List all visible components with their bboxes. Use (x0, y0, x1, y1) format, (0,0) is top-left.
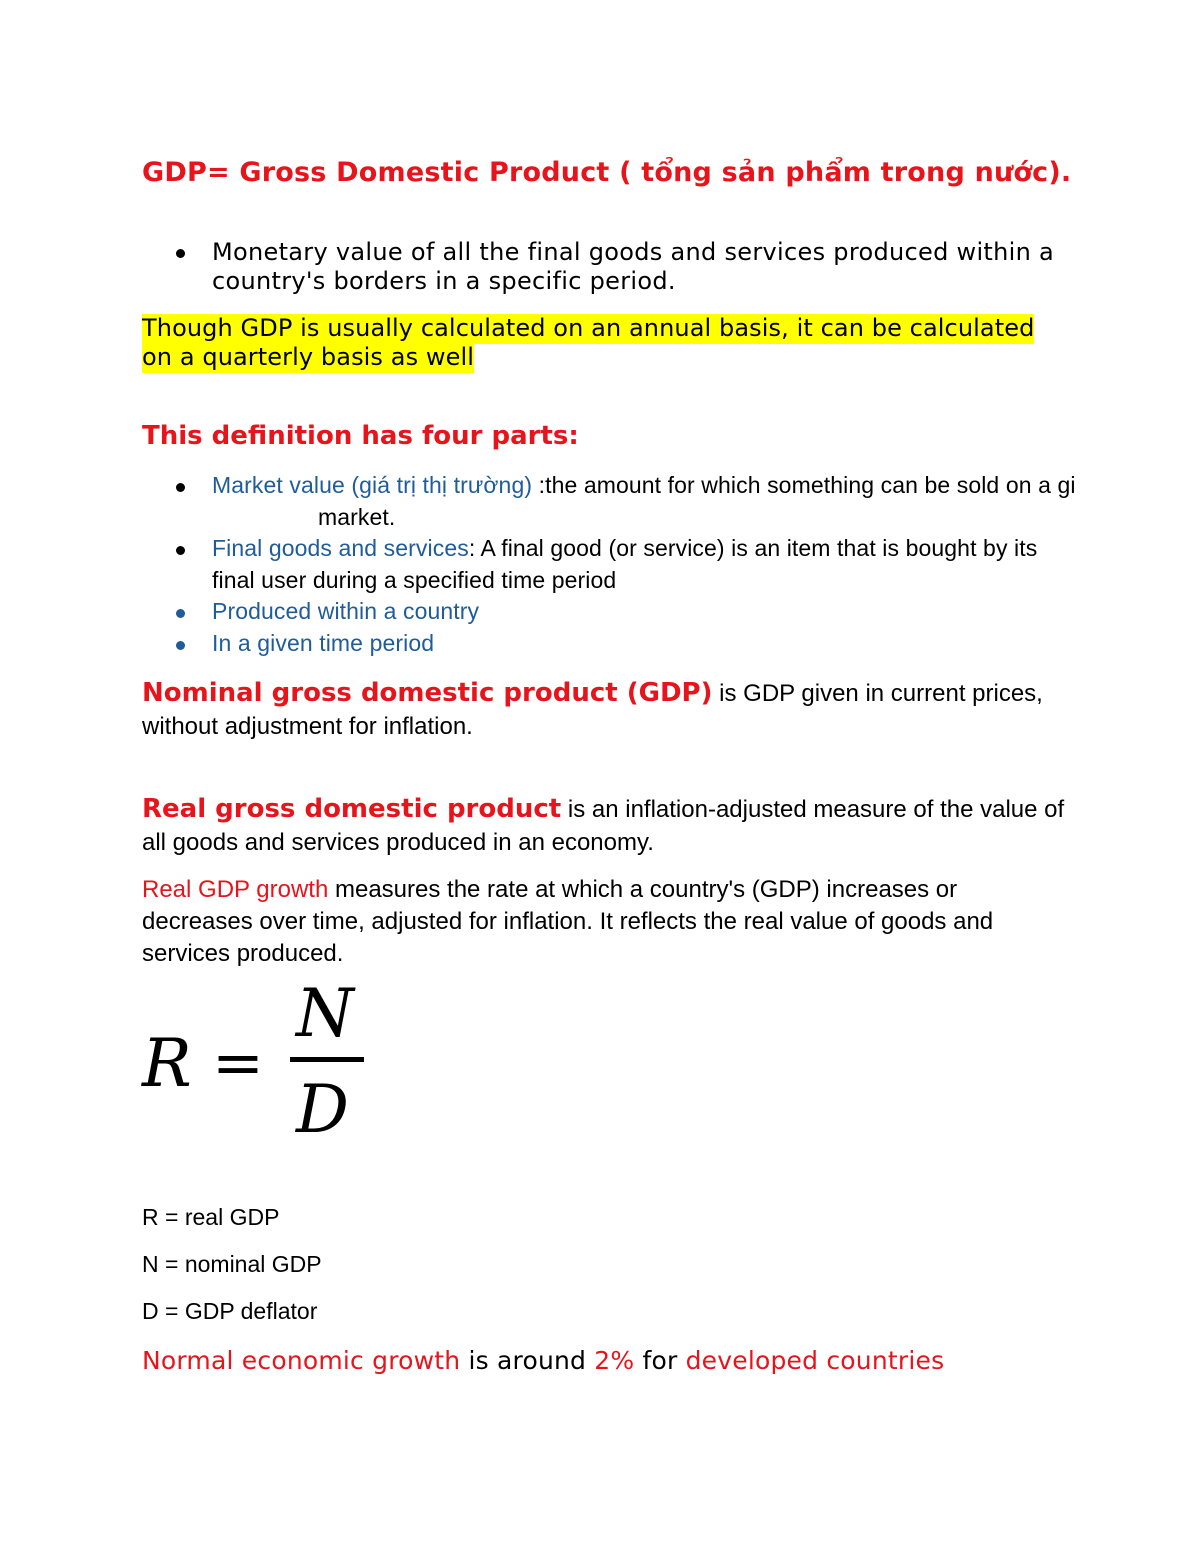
definition-list (142, 238, 1072, 296)
normal-growth-text-1: is around (460, 1346, 595, 1375)
part-desc-cont: market. (318, 503, 396, 530)
developed-countries-term: developed countries (685, 1346, 945, 1375)
part-term: Market value (giá trị thị trường) (212, 472, 533, 498)
formula-equals: = (212, 1026, 264, 1099)
nominal-gdp-desc: is GDP given in current prices, without adjustment for inflation. (142, 680, 1043, 740)
part-term: In a given time period (212, 629, 435, 656)
nominal-gdp-term: Nominal gross domestic product (GDP) (142, 678, 713, 708)
real-gdp-paragraph (142, 793, 1072, 859)
formula-lhs: R (142, 1025, 192, 1102)
annual-note (142, 314, 1072, 372)
legend-nominal-gdp: N = nominal GDP (142, 1251, 322, 1277)
page-title: GDP= Gross Domestic Product ( tổng sản phẩm trong nước). (142, 157, 1072, 188)
real-gdp-term: Real gross domestic product (142, 794, 562, 824)
nominal-gdp-paragraph (142, 677, 1072, 743)
formula-denominator: D (296, 1071, 349, 1143)
parts-heading: This definition has four parts: (142, 421, 579, 451)
list-item (142, 533, 1082, 596)
real-gdp-growth-term: Real GDP growth (142, 876, 329, 903)
list-item (142, 628, 1082, 660)
fraction-bar (290, 1057, 364, 1062)
legend-gdp-deflator: D = GDP deflator (142, 1298, 318, 1324)
normal-growth-term: Normal economic growth (142, 1346, 461, 1375)
parts-list (142, 470, 1082, 659)
formula-image (138, 978, 378, 1143)
real-gdp-growth-desc: measures the rate at which a country's (GDP) increases or decreases over time, adjusted for inflation. It reflects the real value of goods and services produced. (142, 876, 994, 967)
part-term: Final goods and services (212, 535, 469, 561)
list-item (142, 470, 1082, 533)
highlighted-note: Though GDP is usually calculated on an annual basis, it can be calculated on a quarterly basis as well (142, 314, 1035, 371)
part-desc: : A final good (or service) is an item that is bought by its final user during a specified time period (212, 535, 1038, 593)
part-term: Produced within a country (212, 598, 480, 624)
normal-growth-text-2: for (634, 1346, 686, 1375)
definition-item: Monetary value of all the final goods and services produced within a country's borders in a specific period. (142, 238, 1072, 296)
list-item (142, 596, 1082, 628)
growth-rate-value: 2% (594, 1346, 635, 1375)
real-gdp-desc: is an inflation-adjusted measure of the value of all goods and services produced in an economy. (142, 796, 1065, 856)
legend-real-gdp: R = real GDP (142, 1204, 280, 1230)
formula-numerator: N (296, 978, 354, 1052)
real-gdp-growth-paragraph (142, 874, 1072, 970)
normal-growth-line (142, 1345, 1072, 1377)
part-desc: :the amount for which something can be sold on a gi (532, 472, 1076, 498)
